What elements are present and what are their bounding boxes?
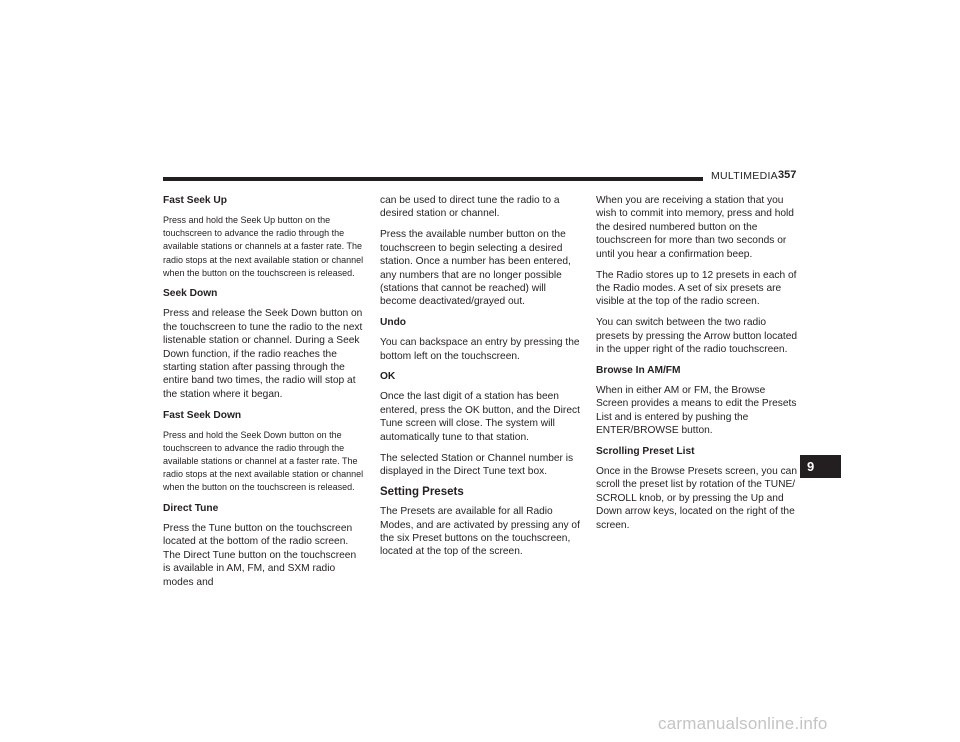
paragraph-direct-tune: Press the Tune button on the touchscreen located at the bottom of the radio screen. The Direct Tune button on the touchscreen is available in AM, FM, and SXM radio modes and [163, 523, 357, 588]
paragraph-selected: The selected Station or Channel number is displayed in the Direct Tune text box. [380, 452, 574, 477]
column-1 [163, 194, 365, 597]
heading-fast-seek-up: Fast Seek Up [163, 195, 227, 206]
heading-undo: Undo [380, 317, 407, 329]
paragraph-seek-down: Press and release the Seek Down button on the touchscreen to tune the radio to the next listenable station or channel. During a Seek Down function, if the radio reaches the starting station after passing through the entire band two times, the radio will stop at the station where it began. [163, 308, 363, 400]
paragraph-direct-tune-cont: can be used to direct tune the radio to a desired station or channel. [380, 195, 560, 220]
column-2 [380, 194, 582, 566]
section-title: MULTIMEDIA [711, 170, 778, 182]
page-number: 357 [778, 169, 797, 181]
paragraph-commit: When you are receiving a station that you wish to commit into memory, press and hold the desired numbered button on the touchscreen for more than two seconds or until you hear a confirmation beep. [596, 195, 794, 260]
paragraph-switch: You can switch between the two radio presets by pressing the Arrow button located in the upper right of the radio touchscreen. [596, 317, 798, 356]
heading-scrolling: Scrolling Preset List [596, 446, 695, 457]
paragraph-browse: When in either AM or FM, the Browse Screen provides a means to edit the Presets List and is entered by pushing the ENTER/BROWSE button. [596, 384, 797, 437]
column-3 [596, 194, 798, 539]
chapter-tab: 9 [800, 455, 841, 478]
paragraph-undo: You can backspace an entry by pressing the bottom left on the touchscreen. [380, 337, 580, 362]
heading-direct-tune: Direct Tune [163, 503, 219, 515]
heading-browse: Browse In AM/FM [596, 364, 681, 376]
heading-setting-presets: Setting Presets [380, 485, 464, 498]
header-rule [163, 177, 703, 181]
watermark: carmanualsonline.info [658, 714, 828, 733]
paragraph-fast-seek-down: Press and hold the Seek Down button on the touchscreen to advance the radio through the available stations or channel at a faster rate. The radio stops at the next available station or channel when the button on the touchscreen is released. [163, 429, 364, 493]
heading-fast-seek-down: Fast Seek Down [163, 409, 242, 421]
paragraph-scrolling: Once in the Browse Presets screen, you can scroll the preset list by rotation of the TUNE/ SCROLL knob, or by pressing the Up and Down arrow keys, located on the right of the screen. [596, 465, 798, 531]
heading-seek-down: Seek Down [163, 288, 218, 300]
paragraph-stores: The Radio stores up to 12 presets in each of the Radio modes. A set of six presets are visible at the top of the radio screen. [596, 269, 797, 308]
paragraph-ok: Once the last digit of a station has been entered, press the OK button, and the Direct Tune screen will close. The system will automatically tune to that station. [380, 391, 580, 443]
heading-ok: OK [380, 371, 396, 383]
paragraph-number-button: Press the available number button on the touchscreen to begin selecting a desired station. Once a number has been entered, any numbers that are no longer possible (stations that cannot be reached) will become deactivated/grayed out. [380, 229, 571, 308]
paragraph-setting-presets: The Presets are available for all Radio Modes, and are activated by pressing any of the six Preset buttons on the touchscreen, located at the top of the screen. [380, 506, 580, 558]
paragraph-fast-seek-up: Press and hold the Seek Up button on the touchscreen to advance the radio through the available stations or channels at a faster rate. The radio stops at the next available station or channel when the button on the touchscreen is released. [163, 214, 364, 278]
